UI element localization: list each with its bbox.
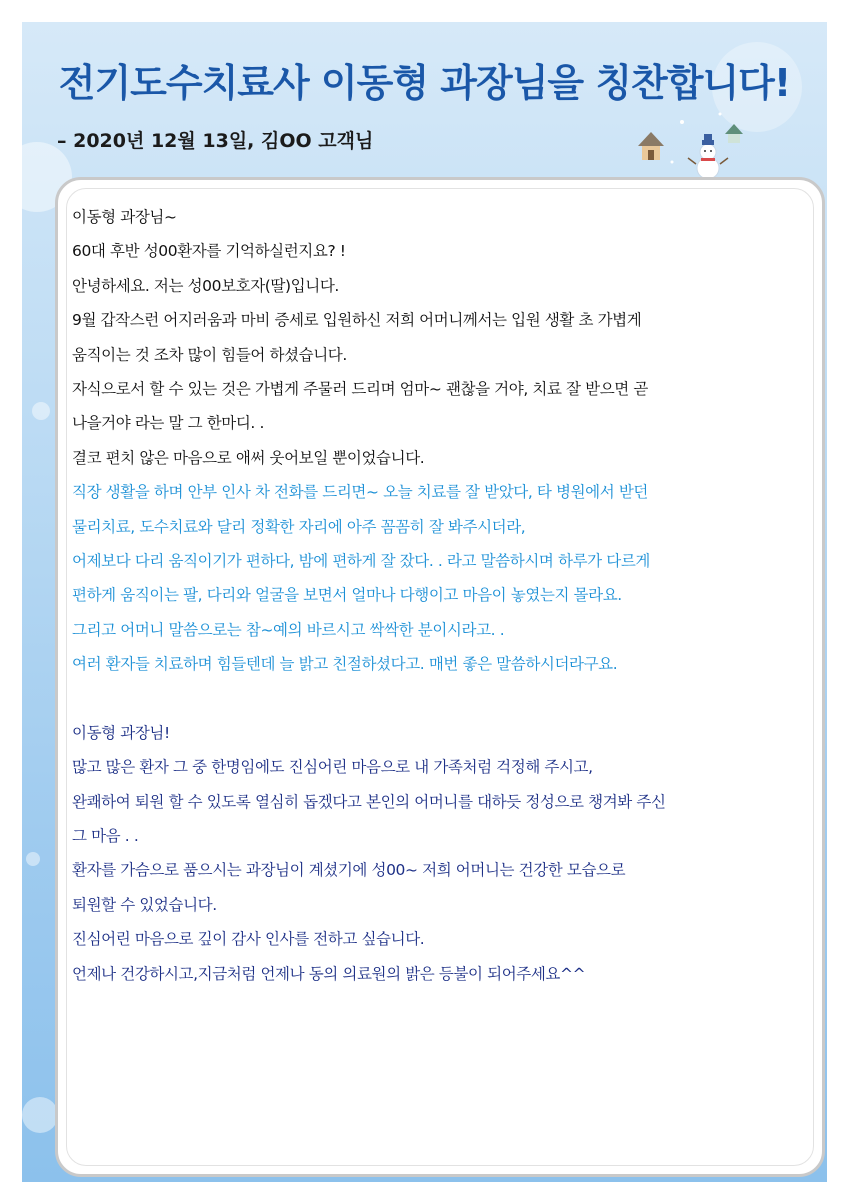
letter-line-highlight: 그리고 어머니 말씀으로는 참~예의 바르시고 싹싹한 분이시라고. . [72,620,505,639]
letter-line: 나을거야 라는 말 그 한마디. . [72,414,264,433]
letter-line-highlight: 어제보다 다리 움직이기가 편하다, 밤에 편하게 잘 잤다. . 라고 말씀하시며 하루가 다르게 [72,551,650,570]
decor-bubble [32,402,50,420]
letter-line-closing: 많고 많은 환자 그 중 한명임에도 진심어린 마음으로 내 가족처럼 걱정해 주시고, [72,758,593,777]
letter-line: 움직이는 것 조차 많이 힘들어 하셨습니다. [72,345,347,364]
letter-page [22,22,827,1182]
letter-line-closing: 완쾌하여 퇴원 할 수 있도록 열심히 돕겠다고 본인의 어머니를 대하듯 정성으로 챙겨봐 주신 [72,792,666,811]
page-subtitle: – 2020년 12월 13일, 김OO 고객님 [57,130,374,152]
letter-line: 60대 후반 성00환자를 기억하실런지요? ! [72,242,346,261]
letter-line: 안녕하세요. 저는 성00보호자(딸)입니다. [72,276,339,295]
letter-line-closing: 그 마음 . . [72,827,139,846]
letter-card [55,177,825,1177]
letter-body [72,200,817,991]
letter-line-highlight: 물리치료, 도수치료와 달리 정확한 자리에 아주 꼼꼼히 잘 봐주시더라, [72,517,526,536]
letter-line: 결코 편치 않은 마음으로 애써 웃어보일 뿐이었습니다. [72,448,425,467]
letter-line: 9월 갑작스런 어지러움과 마비 증세로 입원하신 저희 어머니께서는 입원 생활 초 가볍게 [72,311,642,330]
letter-line-highlight: 직장 생활을 하며 안부 인사 차 전화를 드리면~ 오늘 치료를 잘 받았다, 타 병원에서 받던 [72,483,648,502]
winter-decoration [632,102,752,182]
letter-line-highlight: 여러 환자들 치료하며 힘들텐데 늘 밝고 친절하셨다고. 매번 좋은 말씀하시더라구요. [72,655,618,674]
letter-line-closing: 환자를 가슴으로 품으시는 과장님이 계셨기에 성00~ 저희 어머니는 건강한 모습으로 [72,861,626,880]
letter-line-closing: 진심어린 마음으로 깊이 감사 인사를 전하고 싶습니다. [72,930,425,949]
decor-bubble [26,852,40,866]
house-icon [638,132,664,160]
decor-bubble [22,1097,58,1133]
page-title: 전기도수치료사 이동형 과장님을 칭찬합니다! [58,61,791,105]
house-icon [725,124,743,143]
letter-line: 이동형 과장님~ [72,208,177,226]
paragraph-spacer [72,681,817,715]
letter-line-highlight: 편하게 움직이는 팔, 다리와 얼굴을 보면서 얼마나 다행이고 마음이 놓였는지 몰라요. [72,586,622,605]
letter-line-closing: 언제나 건강하시고,지금처럼 언제나 동의 의료원의 밝은 등불이 되어주세요^^ [72,964,586,983]
letter-line-closing: 퇴원할 수 있었습니다. [72,895,217,914]
snowman-icon [688,134,728,179]
letter-line: 자식으로서 할 수 있는 것은 가볍게 주물러 드리며 엄마~ 괜찮을 거야, 치료 잘 받으면 곧 [72,379,648,398]
letter-line-closing: 이동형 과장님! [72,723,170,742]
